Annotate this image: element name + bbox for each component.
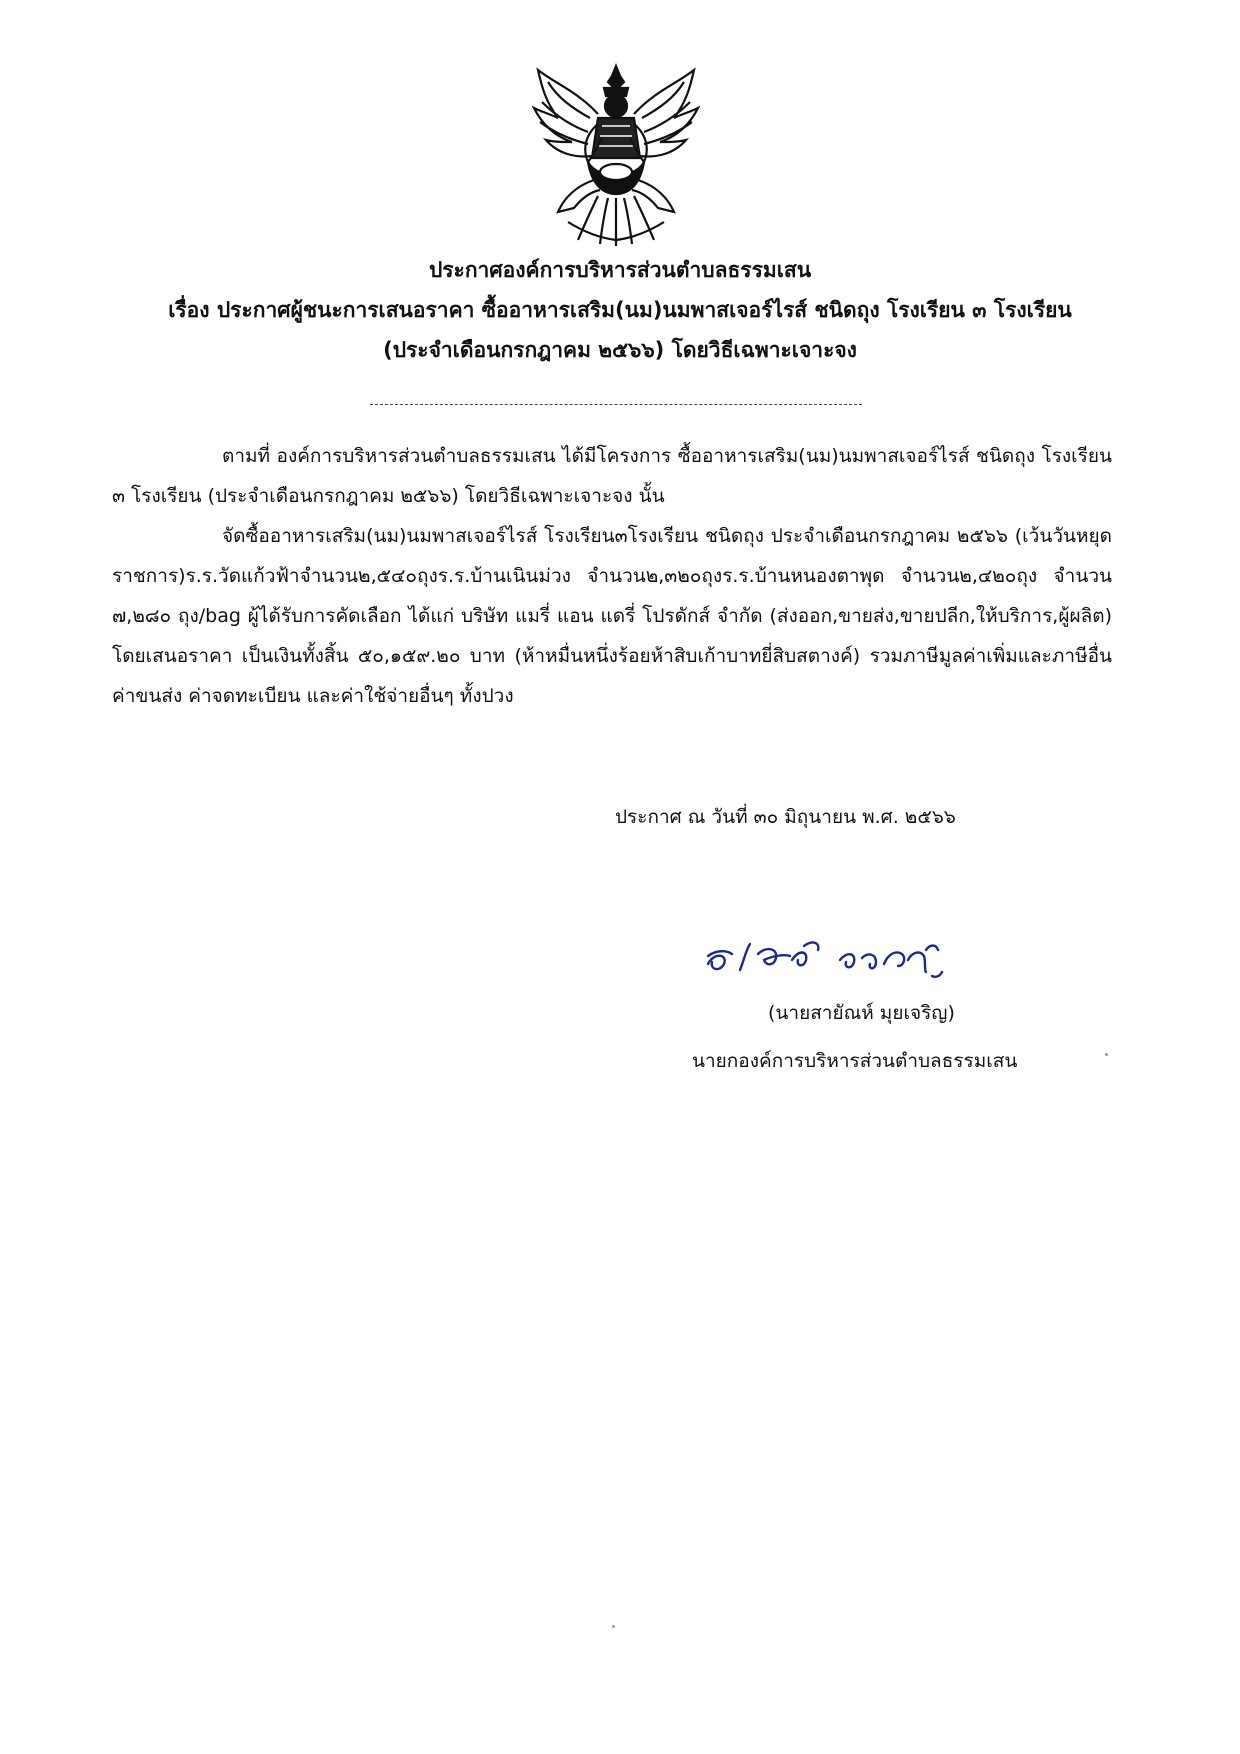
signer-position: นายกองค์การบริหารส่วนตำบลธรรมเสน xyxy=(692,1050,1018,1072)
signer-name: (นายสายัณห์ มุยเจริญ) xyxy=(768,1002,955,1024)
paragraph-project: ตามที่ องค์การบริหารส่วนตำบลธรรมเสน ได้มีโครงการ ซื้ออาหารเสริม(นม)นมพาสเจอร์ไรส์ ชนิดถุง โรงเรียน ๓ โรงเรียน (ประจำเดือนกรกฎาคม ๒๕๖๖) โดยวิธีเฉพาะเจาะจง นั้น xyxy=(112,445,1112,507)
organization-title: ประกาศองค์การบริหารส่วนตำบลธรรมเสน xyxy=(428,258,812,282)
announcement-date: ประกาศ ณ วันที่ ๓๐ มิถุนายน พ.ศ. ๒๕๖๖ xyxy=(615,806,956,828)
subject-line: เรื่อง ประกาศผู้ชนะการเสนอราคา ซื้ออาหารเสริม(นม)นมพาสเจอร์ไรส์ ชนิดถุง โรงเรียน ๓ โรงเรียน xyxy=(168,298,1072,322)
garuda-emblem-icon xyxy=(528,62,704,247)
divider xyxy=(370,404,862,405)
handwritten-signature xyxy=(700,920,1030,990)
announcement-body xyxy=(112,436,1112,716)
paragraph-winner-details: จัดซื้ออาหารเสริม(นม)นมพาสเจอร์ไรส์ โรงเรียน๓โรงเรียน ชนิดถุง ประจำเดือนกรกฎาคม ๒๕๖๖ (เว้นวันหยุดราชการ)ร.ร.วัดแก้วฟ้าจำนวน๒,๕๔๐ถุงร.ร.บ้านเนินม่วง จำนวน๒,๓๒๐ถุงร.ร.บ้านหนองตาพุด จำนวน๒,๔๒๐ถุง จำนวน ๗,๒๘๐ ถุง/bag ผู้ได้รับการคัดเลือก ได้แก่ บริษัท แมรี่ แอน แดรี่ โปรดักส์ จำกัด (ส่งออก,ขายส่ง,ขายปลีก,ให้บริการ,ผู้ผลิต) โดยเสนอราคา เป็นเงินทั้งสิ้น ๕๐,๑๕๙.๒๐ บาท (ห้าหมื่นหนึ่งร้อยห้าสิบเก้าบาทยี่สิบสตางค์) รวมภาษีมูลค่าเพิ่มและภาษีอื่น ค่าขนส่ง ค่าจดทะเบียน และค่าใช้จ่ายอื่นๆ ทั้งปวง xyxy=(112,525,1112,707)
scan-speck xyxy=(1105,1053,1108,1056)
subject-line-2: (ประจำเดือนกรกฎาคม ๒๕๖๖) โดยวิธีเฉพาะเจาะจง xyxy=(383,338,857,362)
scan-speck xyxy=(612,1625,615,1628)
title-block xyxy=(100,250,1140,370)
